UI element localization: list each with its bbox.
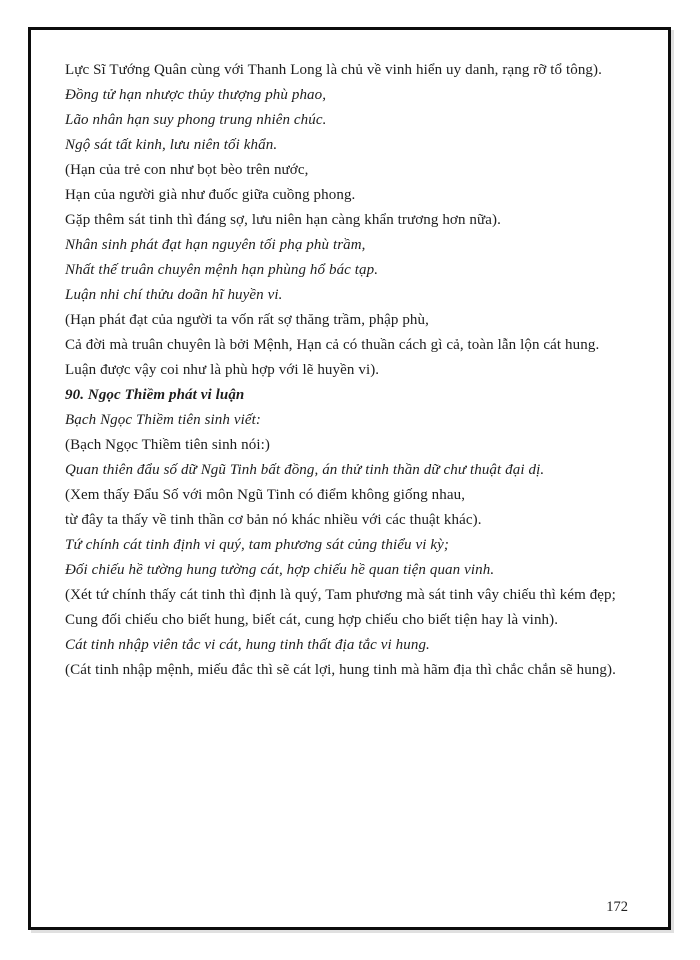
verse-block-4 xyxy=(65,533,642,633)
translation-line: Luận được vậy coi như là phù hợp với lẽ huyền vi). xyxy=(65,362,380,378)
section-heading: 90. Ngọc Thiềm phát vi luận xyxy=(65,387,245,403)
verse-block-5 xyxy=(65,633,642,683)
translation-line: (Xem thấy Đẩu Số với môn Ngũ Tinh có điểm không giống nhau, xyxy=(65,487,466,503)
translation-line: (Cát tinh nhập mệnh, miếu đắc thì sẽ cát lợi, hung tinh mà hãm địa thì chắc chắn sẽ hung). xyxy=(65,662,616,678)
verse-line: Luận nhi chí thửu doãn hĩ huyền vi. xyxy=(65,287,283,303)
verse-line: Cát tinh nhập viên tắc vi cát, hung tinh thất địa tắc vi hung. xyxy=(65,637,430,653)
translation-line: Hạn của người già như đuốc giữa cuồng phong. xyxy=(65,187,356,203)
document-page xyxy=(28,27,671,930)
translation-line: (Xét tứ chính thấy cát tinh thì định là quý, Tam phương mà sát tinh vây chiếu thì kém đẹp; xyxy=(65,587,616,603)
translation-line: (Hạn phát đạt của người ta vốn rất sợ thăng trầm, phập phù, xyxy=(65,312,429,328)
verse-line: Tứ chính cát tinh định vi quý, tam phương sát củng thiểu vi kỳ; xyxy=(65,537,449,553)
verse-block-3 xyxy=(65,458,642,533)
verse-line: Nhân sinh phát đạt hạn nguyên tối phạ phù trầm, xyxy=(65,237,366,253)
verse-block-2 xyxy=(65,233,642,383)
translation-line: Cung đối chiếu cho biết hung, biết cát, cung hợp chiếu cho biết tiện hay là vinh). xyxy=(65,612,559,628)
author-translation-line: (Bạch Ngọc Thiềm tiên sinh nói:) xyxy=(65,437,270,453)
intro-paragraph: Lực Sĩ Tướng Quân cùng với Thanh Long là chủ về vinh hiển uy danh, rạng rỡ tổ tông). xyxy=(65,62,602,78)
author-original-line: Bạch Ngọc Thiềm tiên sinh viết: xyxy=(65,412,261,428)
translation-line: từ đây ta thấy về tinh thần cơ bản nó khác nhiều với các thuật khác). xyxy=(65,512,482,528)
verse-line: Quan thiên đẩu số dữ Ngũ Tinh bất đồng, án thử tinh thần dữ chư thuật đại dị. xyxy=(65,462,545,478)
page-number: 172 xyxy=(606,899,628,915)
translation-line: Cả đời mà truân chuyên là bởi Mệnh, Hạn cả có thuần cách gì cả, toàn lẫn lộn cát hung. xyxy=(65,337,600,353)
verse-line: Đối chiếu hề tường hung tường cát, hợp chiếu hề quan tiện quan vinh. xyxy=(65,562,495,578)
verse-line: Lão nhân hạn suy phong trung nhiên chúc. xyxy=(65,112,327,128)
verse-line: Ngộ sát tất kinh, lưu niên tối khẩn. xyxy=(65,137,278,153)
translation-line: Gặp thêm sát tinh thì đáng sợ, lưu niên hạn càng khẩn trương hơn nữa). xyxy=(65,212,501,228)
verse-line: Đồng tử hạn nhược thủy thượng phù phao, xyxy=(65,87,327,103)
verse-line: Nhất thế truân chuyên mệnh hạn phùng hổ bác tạp. xyxy=(65,262,379,278)
author-block xyxy=(65,408,642,458)
translation-line: (Hạn của trẻ con như bọt bèo trên nước, xyxy=(65,162,309,178)
verse-block-1 xyxy=(65,83,642,233)
